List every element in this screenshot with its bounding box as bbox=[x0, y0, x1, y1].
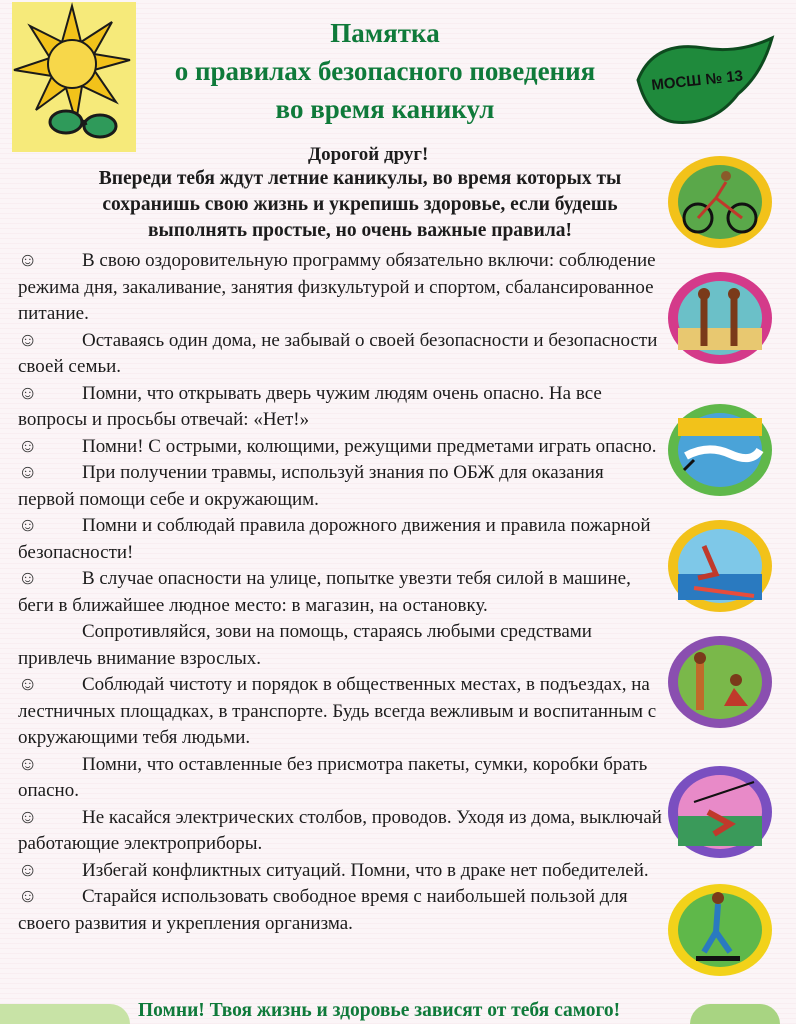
title-line: о правилах безопасного поведения bbox=[174, 56, 596, 86]
rule-item: ☺ Избегай конфликтных ситуаций. Помни, что в драке нет победителей. bbox=[18, 858, 663, 885]
swimmer-icon bbox=[664, 400, 776, 500]
decorative-foliage bbox=[690, 1004, 780, 1024]
smiley-icon: ☺ bbox=[18, 674, 38, 695]
rule-item: ☺ Помни, что открывать дверь чужим людям очень опасно. На все вопросы и просьбы отвечай: «Нет!» bbox=[18, 382, 602, 430]
smiley-icon: ☺ bbox=[18, 382, 38, 404]
smiley-icon: ☺ bbox=[18, 250, 38, 271]
cyclist-icon bbox=[664, 152, 776, 252]
rule-item: ☺ Помни, что оставленные без присмотра пакеты, сумки, коробки брать опасно. bbox=[18, 753, 648, 801]
picnic-icon bbox=[664, 632, 776, 732]
smiley-icon: ☺ bbox=[18, 329, 38, 351]
title-line: Памятка bbox=[330, 18, 440, 48]
rules-list bbox=[18, 248, 663, 937]
svg-text:МОСШ № 13: МОСШ № 13 bbox=[650, 67, 744, 94]
rule-item-continuation: Сопротивляйся, зови на помощь, стараясь любыми средствами привлечь внимание взрослых. bbox=[18, 621, 592, 669]
rule-item: ☺ Старайся использовать свободное время с наибольшей пользой для своего развития и укрепления организма. bbox=[18, 886, 628, 934]
smiley-icon: ☺ bbox=[18, 886, 38, 907]
page-title bbox=[140, 14, 630, 128]
rule-item: ☺ Оставаясь один дома, не забывай о своей безопасности и безопасности своей семьи. bbox=[18, 329, 658, 377]
rule-item: ☺ Не касайся электрических столбов, проводов. Уходя из дома, выключай работающие электроприборы. bbox=[18, 806, 662, 854]
rule-item: ☺ В свою оздоровительную программу обязательно включи: соблюдение режима дня, закаливание, занятия физкультурой и спортом, сбалансированное питание. bbox=[18, 250, 656, 324]
rule-item: ☺ При получении травмы, используй знания по ОБЖ для оказания первой помощи себе и окружающим. bbox=[18, 462, 604, 510]
school-logo bbox=[634, 34, 776, 130]
greeting: Дорогой друг! bbox=[308, 144, 429, 165]
rule-item: ☺ Соблюдай чистоту и порядок в общественных местах, в подъездах, на лестничных площадках, в транспорте. Будь всегда вежливым и воспитанным с окружающими тебя людьми. bbox=[18, 674, 657, 748]
smiley-icon: ☺ bbox=[18, 859, 38, 881]
title-line: во время каникул bbox=[275, 94, 495, 124]
smiley-icon: ☺ bbox=[18, 806, 38, 828]
smiley-icon: ☺ bbox=[18, 462, 38, 483]
closing-line: Помни! Твоя жизнь и здоровье зависят от тебя самого! bbox=[138, 1000, 621, 1021]
skateboarder-icon bbox=[664, 880, 776, 980]
rule-item: ☺ Помни и соблюдай правила дорожного движения и правила пожарной безопасности! bbox=[18, 515, 651, 563]
fishing-icon bbox=[664, 762, 776, 862]
smiley-icon: ☺ bbox=[18, 515, 38, 536]
rule-item: ☺ В случае опасности на улице, попытке увезти тебя силой в машине, беги в ближайшее людное место: в магазин, на остановку. bbox=[18, 568, 631, 616]
smiley-icon: ☺ bbox=[18, 753, 38, 775]
sun-sunglasses-image bbox=[12, 2, 136, 152]
decorative-foliage bbox=[0, 1004, 130, 1024]
smiley-icon: ☺ bbox=[18, 568, 38, 589]
intro-paragraph: Впереди тебя ждут летние каникулы, во время которых ты сохранишь свою жизнь и укрепишь здоровье, если будешь выполнять простые, но очень важные правила! bbox=[98, 168, 622, 241]
beach-couple-icon bbox=[664, 268, 776, 368]
rule-item: ☺ Помни! С острыми, колющими, режущими предметами играть опасно. bbox=[18, 434, 663, 461]
water-skier-icon bbox=[664, 516, 776, 616]
smiley-icon: ☺ bbox=[18, 435, 38, 457]
